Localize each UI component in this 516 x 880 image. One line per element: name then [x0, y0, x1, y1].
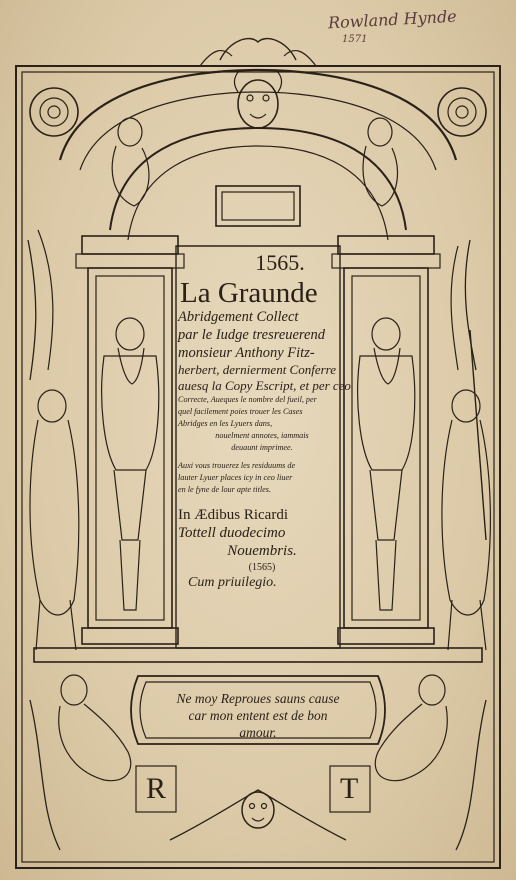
- motto-line: car mon entent est de bon: [188, 708, 328, 723]
- imprint-line: In Ædibus Ricardi: [178, 507, 288, 523]
- privilege-line: Cum priuilegio.: [188, 575, 277, 590]
- motto-line: Ne moy Reproues sauns cause: [176, 691, 340, 706]
- title-line: Abridgement Collect: [178, 309, 299, 325]
- title-line: Abridges en les Lyuers dans,: [178, 419, 273, 428]
- printer-initial-right: T: [340, 772, 359, 805]
- title-line: herbert, dernierment Conferre: [178, 362, 337, 377]
- printer-initial-left: R: [146, 772, 167, 805]
- title-line: Correcte, Aueques le nombre del fueil, per: [178, 395, 317, 404]
- cartouche-motto: [150, 690, 366, 741]
- title-text-block: [178, 250, 351, 591]
- title-line: en le fyne de lour apte titles.: [178, 485, 271, 494]
- motto-line: amour.: [239, 725, 277, 740]
- title-line: par le Iudge tresreuerend: [178, 327, 325, 343]
- imprint-line: Tottell duodecimo: [178, 525, 286, 541]
- book-title: La Graunde: [180, 277, 318, 309]
- signature-year: 1571: [342, 34, 368, 45]
- title-line: monsieur Anthony Fitz-: [178, 345, 315, 361]
- imprint-year: (1565): [248, 562, 276, 573]
- title-line: auesq la Copy Escript, et per ceo: [178, 378, 351, 393]
- title-line: Auxi vous trouerez les residuums de: [178, 461, 296, 470]
- title-line: quel facilement poies trouer les Cases: [178, 407, 303, 416]
- title-line: deuaunt imprimee.: [231, 443, 293, 452]
- imprint-line: Nouembris.: [227, 543, 297, 559]
- signature-name: Rowland Hynde: [327, 6, 458, 33]
- title-line: nouelment annotes, iammais: [215, 431, 309, 440]
- title-line: lauter Lyuer places icy in ceo liuer: [178, 473, 293, 482]
- edition-year: 1565.: [255, 250, 305, 275]
